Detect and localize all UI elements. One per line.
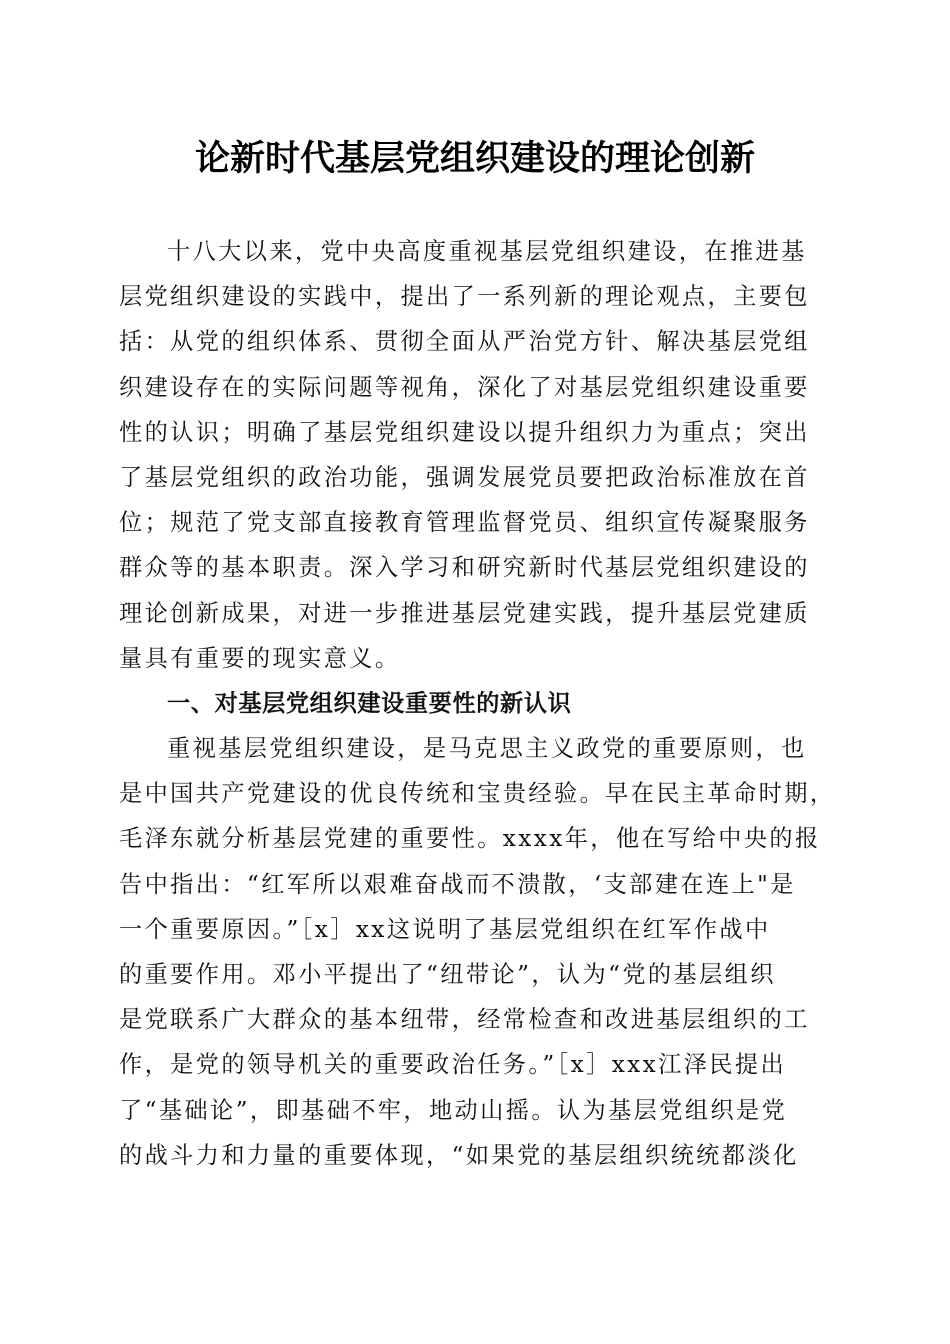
paragraph-line: 理论创新成果，对进一步推进基层党建实践，提升基层党建质 [119,599,810,627]
paragraph-line: 告中指出：“红军所以艰难奋战而不溃散，‘支部建在连上"是 [119,870,796,898]
paragraph-line: 织建设存在的实际问题等视角，深化了对基层党组织建设重要 [119,373,810,401]
paragraph-line: 是党联系广大群众的基本纽带，经常检查和改进基层组织的工 [119,1006,810,1034]
paragraph-line: 毛泽东就分析基层党建的重要性。xxxx年，他在写给中央的报 [119,825,821,853]
paragraph-line: 群众等的基本职责。深入学习和研究新时代基层党组织建设的 [119,554,810,582]
paragraph-line: 了基层党组织的政治功能，强调发展党员要把政治标准放在首 [119,463,810,491]
paragraph-line: 位；规范了党支部直接教育管理监督党员、组织宣传凝聚服务 [119,509,810,537]
paragraph-line: 括：从党的组织体系、贯彻全面从严治党方针、解决基层党组 [119,328,810,356]
paragraph-line: 重视基层党组织建设，是马克思主义政党的重要原则，也 [167,735,807,763]
document-title: 论新时代基层党组织建设的理论创新 [194,138,755,179]
paragraph-line: 的战斗力和力量的重要体现，“如果党的基层组织统统都淡化 [119,1141,799,1169]
paragraph-line: 十八大以来，党中央高度重视基层党组织建设，在推进基 [167,238,807,265]
paragraph-line: 的重要作用。邓小平提出了“纽带论”，认为“党的基层组织 [119,961,776,988]
paragraph-line: 量具有重要的现实意义。 [119,644,401,672]
paragraph-line: 一个重要原因。”［x］xx这说明了基层党组织在红军作战中 [119,915,771,943]
paragraph-line: 了“基础论”，即基础不牢，地动山摇。认为基层党组织是党 [119,1096,788,1124]
paragraph-line: 性的认识；明确了基层党组织建设以提升组织力为重点；突出 [119,418,810,446]
document-body [119,229,836,1178]
paragraph-line: 层党组织建设的实践中，提出了一系列新的理论观点，主要包 [119,283,810,311]
paragraph-line: 是中国共产党建设的优良传统和宝贵经验。早在民主革命时期， [119,780,836,808]
section-heading: 一、对基层党组织建设重要性的新认识 [167,689,572,717]
paragraph-line: 作，是党的领导机关的重要政治任务。”［x］xxx江泽民提出 [119,1051,787,1079]
